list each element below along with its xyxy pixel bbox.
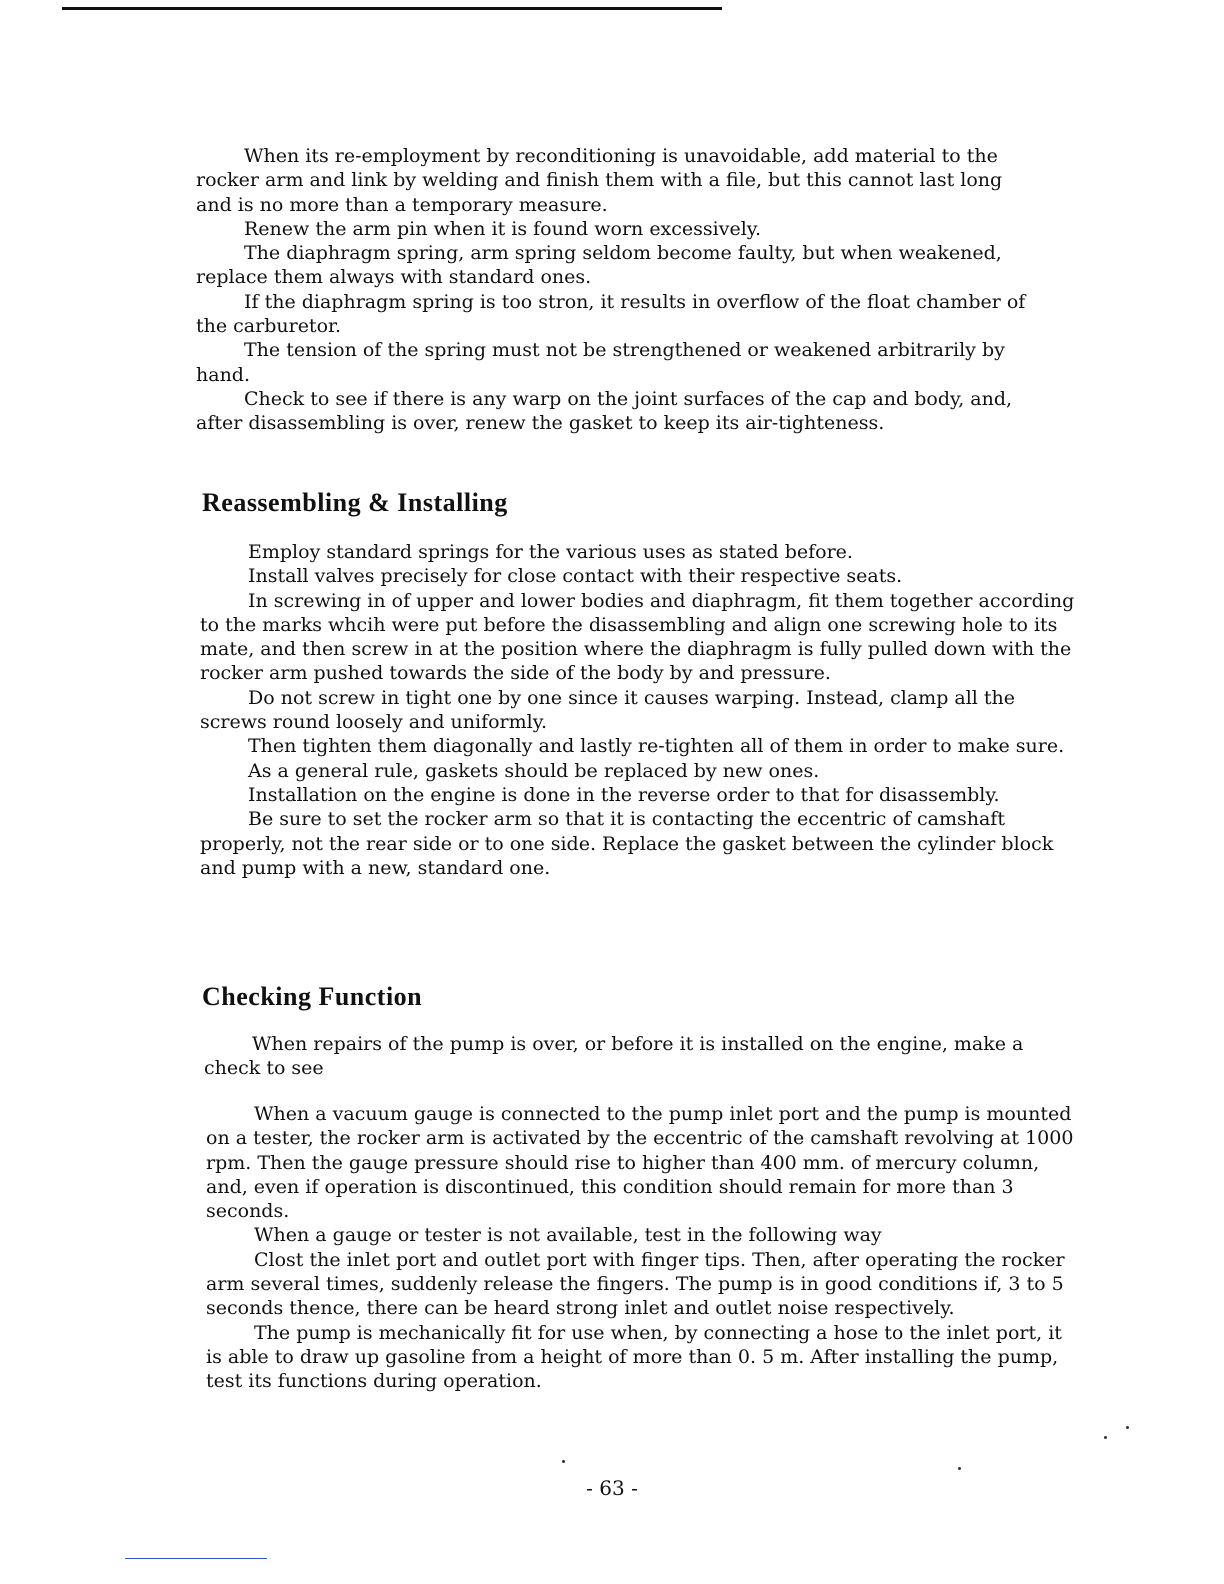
page-number: - 63 - (586, 1476, 638, 1500)
reassembling-paragraph: In screwing in of upper and lower bodies and diaphragm, fit them together according to the marks whcih were put before the disassembling and align one screwing hole to its mate, and then screw in at the position where the diaphragm is fully pulled down with the rocker arm pushed towards the side of the body by and pressure. (200, 589, 1075, 685)
bottom-rule (125, 1558, 267, 1559)
checking-paragraph: Clost the inlet port and outlet port with finger tips. Then, after operating the rocker arm several times, suddenly release the fingers. The pump is in good conditions if, 3 to 5 seconds thence, there can be heard strong inlet and outlet noise respectively. (206, 1248, 1065, 1320)
reassembling-paragraph: Employ standard springs for the various uses as stated before. (248, 541, 853, 563)
reassembling-paragraph: As a general rule, gaskets should be replaced by new ones. (248, 759, 820, 782)
intro-paragraph: Renew the arm pin when it is found worn excessively. (244, 217, 762, 240)
reassembling-paragraph: Then tighten them diagonally and lastly re-tighten all of them in order to make sure. (248, 735, 1065, 758)
scan-speck (1104, 1436, 1107, 1439)
checking-section (206, 1102, 1078, 1394)
intro-paragraph: If the diaphragm spring is too stron, it results in overflow of the float chamber of the carburetor. (196, 290, 1026, 338)
reassembling-heading: Reassembling & Installing (202, 488, 508, 517)
intro-paragraph: The tension of the spring must not be strengthened or weakened arbitrarily by hand. (196, 339, 1005, 386)
scan-speck (1126, 1426, 1129, 1429)
intro-section (196, 144, 1036, 436)
checking-intro-paragraph: When repairs of the pump is over, or before it is installed on the engine, make a check to see (204, 1033, 1024, 1080)
intro-paragraph: Check to see if there is any warp on the joint surfaces of the cap and body, and, after disassembling is over, renew the gasket to keep its air-tighteness. (196, 387, 1013, 435)
reassembling-paragraph: Install valves precisely for close contact with their respective seats. (248, 565, 903, 588)
checking-paragraph: When a vacuum gauge is connected to the pump inlet port and the pump is mounted on a tester, the rocker arm is activated by the eccentric of the camshaft revolving at 1000 rpm. Then the gauge pressure should rise to higher than 400 mm. of mercury column, and, even if operation is discontinued, this condition should remain for more than 3 seconds. (206, 1103, 1074, 1223)
scan-speck (562, 1460, 565, 1463)
scan-speck (958, 1467, 961, 1470)
top-rule (62, 7, 722, 10)
reassembling-paragraph: Installation on the engine is done in the reverse order to that for disassembly. (248, 783, 1000, 806)
reassembling-section (200, 540, 1086, 880)
checking-paragraph: When a gauge or tester is not available, test in the following way (254, 1224, 882, 1247)
intro-paragraph: When its re-employment by reconditioning is unavoidable, add material to the rocker arm and link by welding and finish them with a file, but this cannot last long and is no more than a temporary measure. (196, 145, 1003, 216)
checking-paragraph: The pump is mechanically fit for use when, by connecting a hose to the inlet port, it is able to draw up gasoline from a height of more than 0. 5 m. After installing the pump, test its functions during operation. (206, 1321, 1062, 1393)
checking-heading: Checking Function (202, 982, 423, 1011)
checking-intro-section (204, 1032, 1034, 1081)
reassembling-paragraph: Do not screw in tight one by one since it causes warping. Instead, clamp all the screws round loosely and uniformly. (200, 686, 1016, 734)
intro-paragraph: The diaphragm spring, arm spring seldom become faulty, but when weakened, replace them always with standard ones. (196, 242, 1002, 289)
reassembling-paragraph: Be sure to set the rocker arm so that it is contacting the eccentric of camshaft properly, not the rear side or to one side. Replace the gasket between the cylinder block and pump with a new, standard one. (200, 808, 1054, 879)
